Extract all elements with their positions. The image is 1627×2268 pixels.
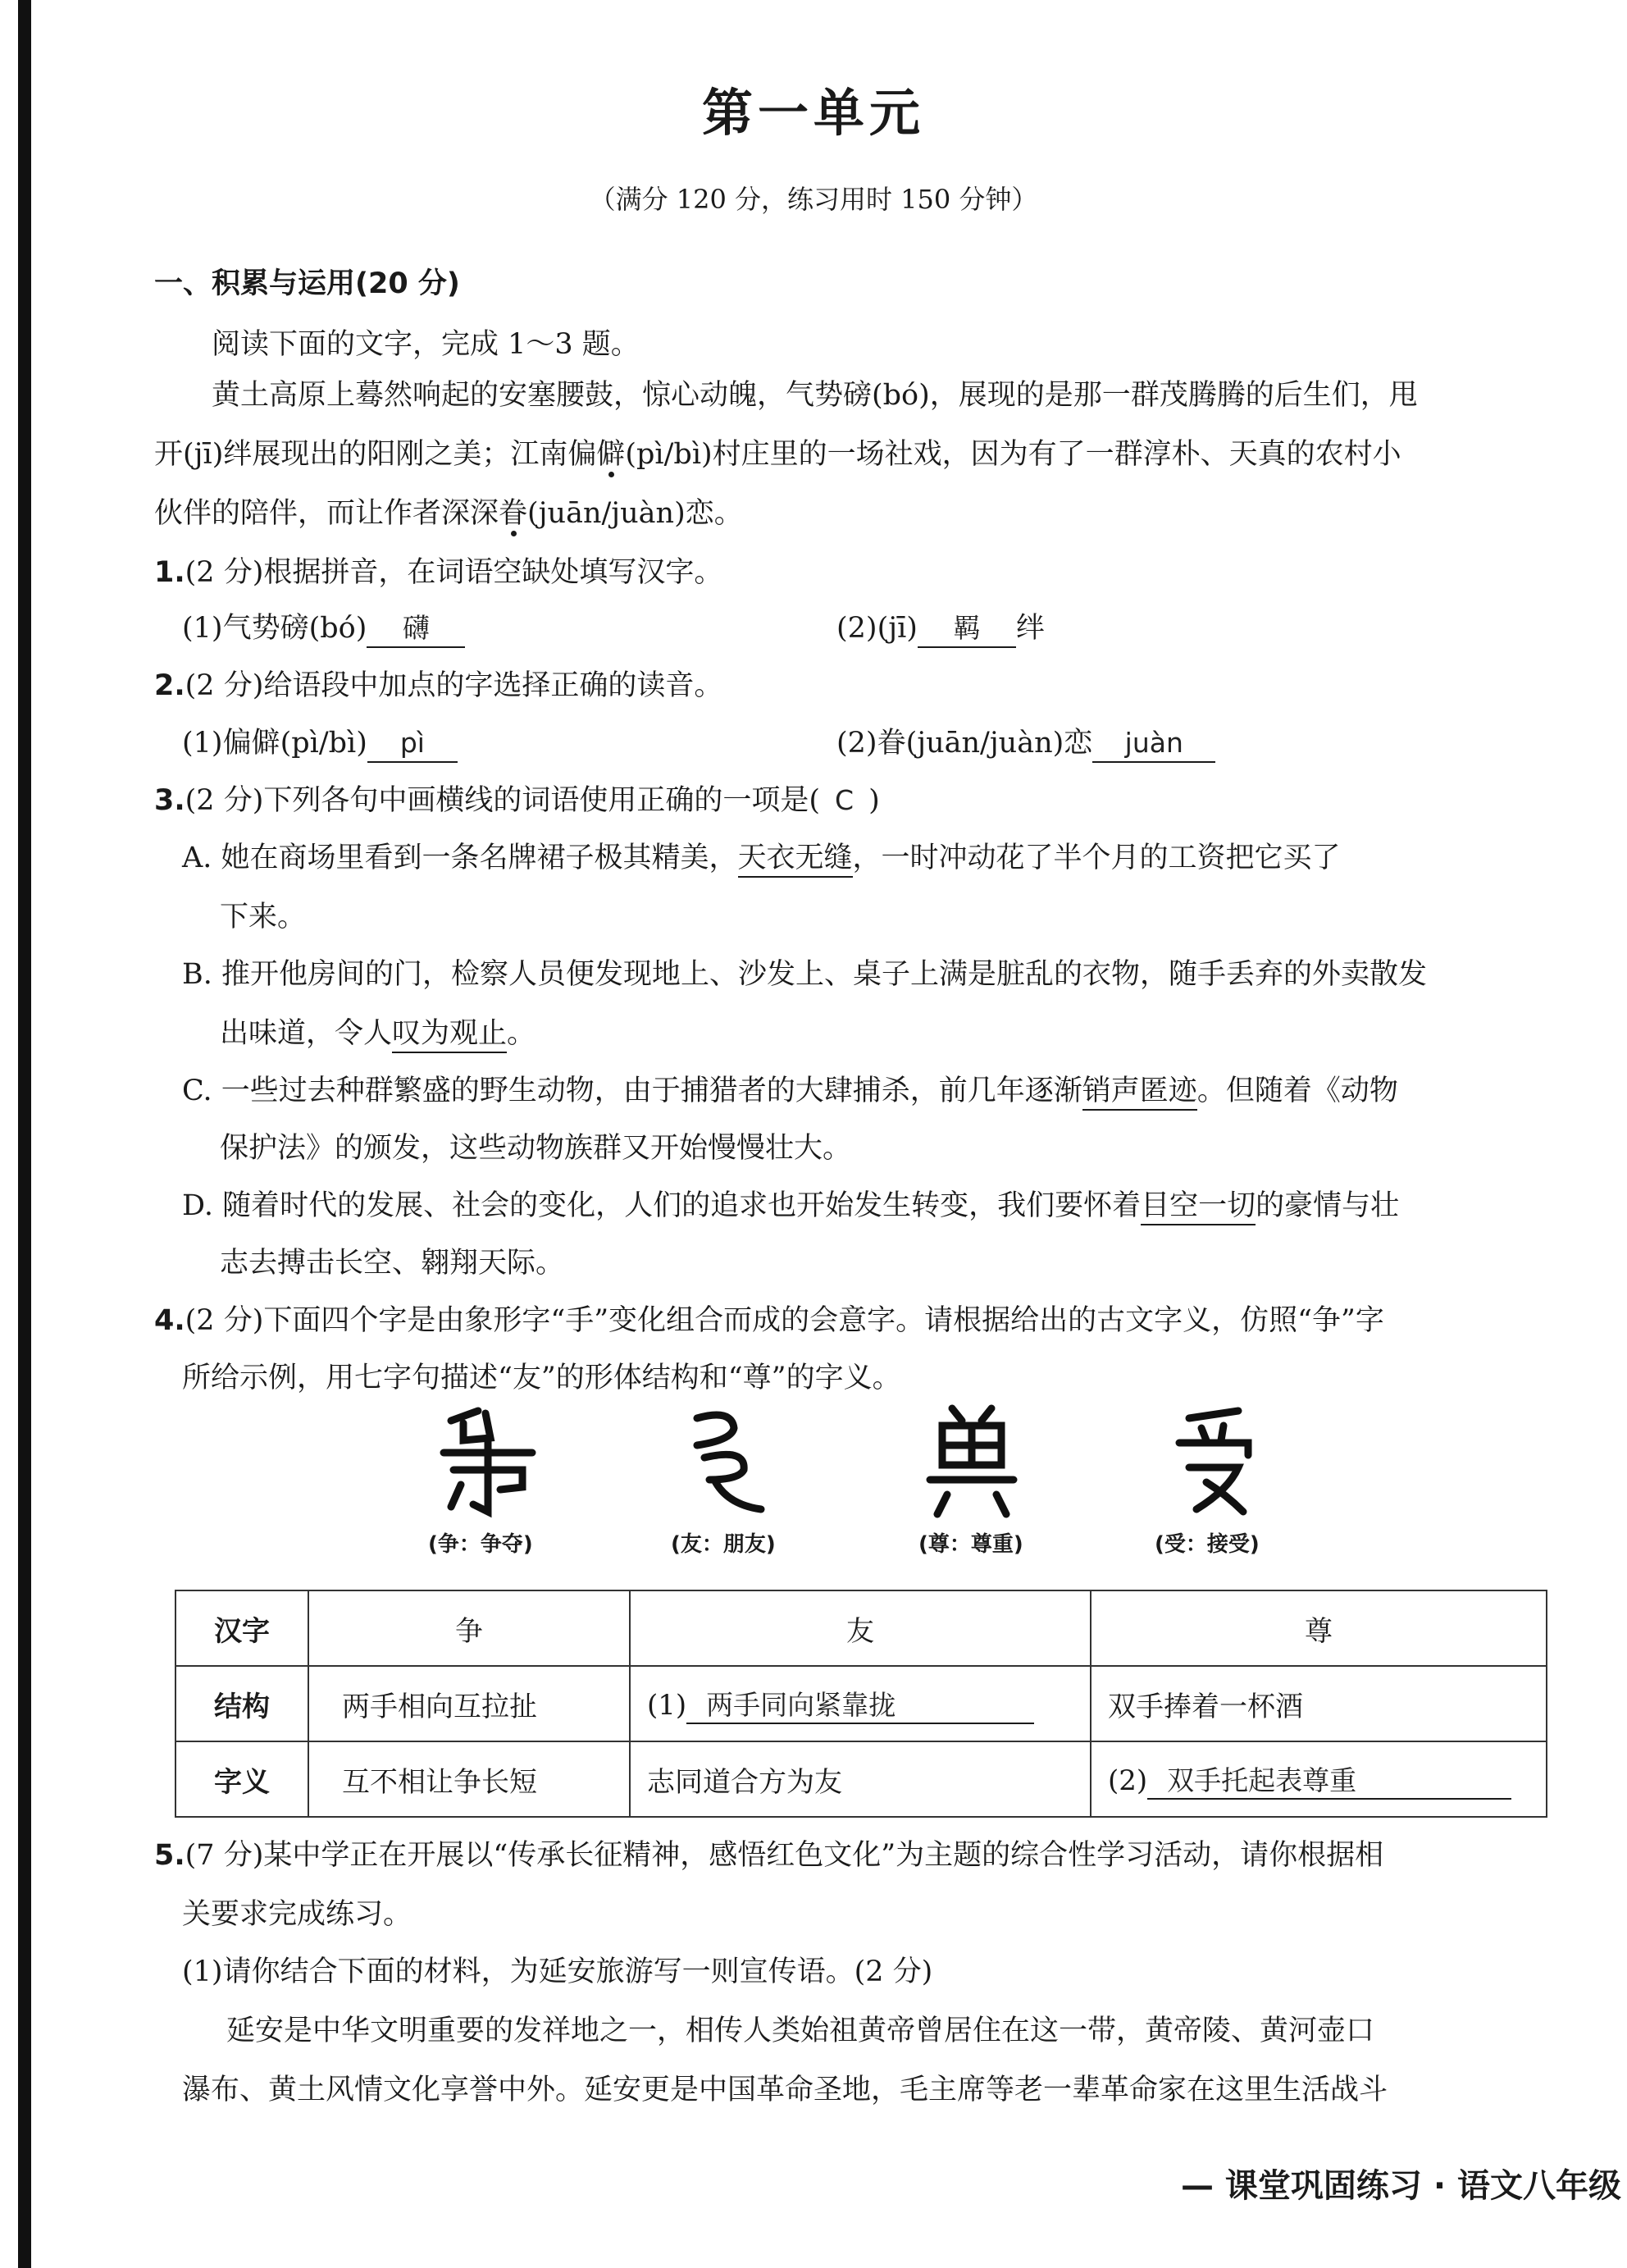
seal-glyph-you bbox=[660, 1399, 783, 1522]
question-4: 4.(2 分)下面四个字是由象形字“手”变化组合而成的会意字。请根据给出的古文字义，仿照“争”字 bbox=[154, 1304, 1384, 1337]
option-c-cont: 保护法》的颁发，这些动物族群又开始慢慢壮大。 bbox=[220, 1132, 852, 1165]
page-title: 第一单元 bbox=[701, 83, 925, 143]
glyph-caption-zheng: (争：争夺) bbox=[428, 1532, 533, 1557]
answer-blank: 礴 bbox=[367, 610, 465, 648]
answer-blank: pì bbox=[367, 725, 458, 763]
underlined-phrase: 销声匿迹 bbox=[1082, 1075, 1197, 1111]
seal-glyph-zheng bbox=[426, 1399, 549, 1522]
underlined-phrase: 叹为观止 bbox=[392, 1017, 507, 1053]
question-4-cont: 所给示例，用七字句描述“友”的形体结构和“尊”的字义。 bbox=[182, 1362, 901, 1394]
row-label: 字义 bbox=[175, 1741, 308, 1817]
q1-part-2: (2)(jī) 羁 绊 bbox=[836, 609, 1045, 648]
option-a-cont: 下来。 bbox=[220, 901, 307, 933]
table-header: 争 bbox=[308, 1590, 630, 1666]
table-cell: 两手相向互拉扯 bbox=[308, 1666, 630, 1741]
table-row bbox=[175, 1741, 1547, 1817]
table-header: 尊 bbox=[1091, 1590, 1547, 1666]
answer-blank: 羁 bbox=[918, 610, 1016, 648]
passage-line-3: 伙伴的陪伴，而让作者深深眷(juān/juàn)恋。 bbox=[154, 497, 743, 530]
material-line-1: 延安是中华文明重要的发祥地之一，相传人类始祖黄帝曾居住在这一带，黄帝陵、黄河壶口 bbox=[226, 2015, 1375, 2047]
option-d-cont: 志去搏击长空、翱翔天际。 bbox=[220, 1247, 565, 1280]
table-cell-blank: (1) 两手同向紧靠拢 bbox=[630, 1666, 1091, 1741]
scan-edge bbox=[18, 0, 31, 2268]
character-table bbox=[175, 1590, 1547, 1818]
option-c: C. 一些过去种群繁盛的野生动物，由于捕猎者的大肆捕杀，前几年逐渐销声匿迹。但随着《动物 bbox=[182, 1071, 1398, 1111]
material-line-2: 瀑布、黄土风情文化享誉中外。延安更是中国革命圣地，毛主席等老一辈革命家在这里生活战斗 bbox=[182, 2074, 1388, 2106]
option-a: A. 她在商场里看到一条名牌裙子极其精美，天衣无缝，一时冲动花了半个月的工资把它买了 bbox=[182, 838, 1341, 878]
dotted-char: 眷 bbox=[499, 497, 528, 530]
glyph-caption-you: (友：朋友) bbox=[671, 1532, 776, 1557]
table-cell: 互不相让争长短 bbox=[308, 1741, 630, 1817]
option-d: D. 随着时代的发展、社会的变化，人们的追求也开始发生转变，我们要怀着目空一切的豪情与壮 bbox=[182, 1186, 1399, 1225]
page-footer: — 课堂巩固练习 · 语文八年级 bbox=[1181, 2167, 1621, 2205]
table-cell: 志同道合方为友 bbox=[630, 1741, 1091, 1817]
table-header: 汉字 bbox=[175, 1590, 308, 1666]
underlined-phrase: 目空一切 bbox=[1141, 1189, 1256, 1225]
q2-part-2: (2)眷(juān/juàn)恋 juàn bbox=[836, 723, 1215, 763]
q5-sub-1: (1)请你结合下面的材料，为延安旅游写一则宣传语。(2 分) bbox=[182, 1955, 933, 1988]
option-b: B. 推开他房间的门，检察人员便发现地上、沙发上、桌子上满是脏乱的衣物，随手丢弃的外卖散发 bbox=[182, 958, 1427, 991]
q1-part-1: (1)气势磅(bó) 礴 bbox=[182, 609, 465, 648]
answer-blank: 双手托起表尊重 bbox=[1147, 1759, 1511, 1800]
table-row bbox=[175, 1666, 1547, 1741]
answer-blank: juàn bbox=[1092, 725, 1215, 763]
table-cell-blank: (2) 双手托起表尊重 bbox=[1091, 1741, 1547, 1817]
question-1: 1.(2 分)根据拼音，在词语空缺处填写汉字。 bbox=[154, 556, 723, 589]
seal-glyph-zun bbox=[910, 1399, 1033, 1522]
score-time-note: （满分 120 分，练习用时 150 分钟） bbox=[589, 184, 1038, 215]
question-5: 5.(7 分)某中学正在开展以“传承长征精神，感悟红色文化”为主题的综合性学习活动，请你根据相 bbox=[154, 1839, 1384, 1872]
underlined-phrase: 天衣无缝 bbox=[738, 842, 853, 878]
passage-line-2: 开(jī)绊展现出的阳刚之美；江南偏僻(pì/bì)村庄里的一场社戏，因为有了一群淳朴、天真的农村小 bbox=[154, 438, 1401, 471]
glyph-caption-shou: (受：接受) bbox=[1155, 1532, 1260, 1557]
passage-line-1: 黄土高原上蓦然响起的安塞腰鼓，惊心动魄，气势磅(bó)，展现的是那一群茂腾腾的后生们，甩 bbox=[212, 379, 1418, 412]
table-header: 友 bbox=[630, 1590, 1091, 1666]
answer-choice: C bbox=[835, 784, 855, 816]
table-header-row bbox=[175, 1590, 1547, 1666]
row-label: 结构 bbox=[175, 1666, 308, 1741]
question-3: 3.(2 分)下列各句中画横线的词语使用正确的一项是( C ) bbox=[154, 784, 880, 817]
option-b-cont: 出味道，令人叹为观止。 bbox=[220, 1014, 535, 1053]
glyph-caption-zun: (尊：尊重) bbox=[918, 1532, 1023, 1557]
dotted-char: 僻 bbox=[596, 438, 626, 471]
section-heading: 一、积累与运用(20 分) bbox=[154, 267, 460, 300]
question-5-cont: 关要求完成练习。 bbox=[182, 1898, 412, 1931]
seal-glyph-shou bbox=[1152, 1399, 1275, 1522]
answer-blank: 两手同向紧靠拢 bbox=[686, 1684, 1034, 1724]
question-2: 2.(2 分)给语段中加点的字选择正确的读音。 bbox=[154, 669, 723, 702]
reading-intro: 阅读下面的文字，完成 1～3 题。 bbox=[212, 328, 640, 361]
q2-part-1: (1)偏僻(pì/bì) pì bbox=[182, 723, 458, 763]
table-cell: 双手捧着一杯酒 bbox=[1091, 1666, 1547, 1741]
